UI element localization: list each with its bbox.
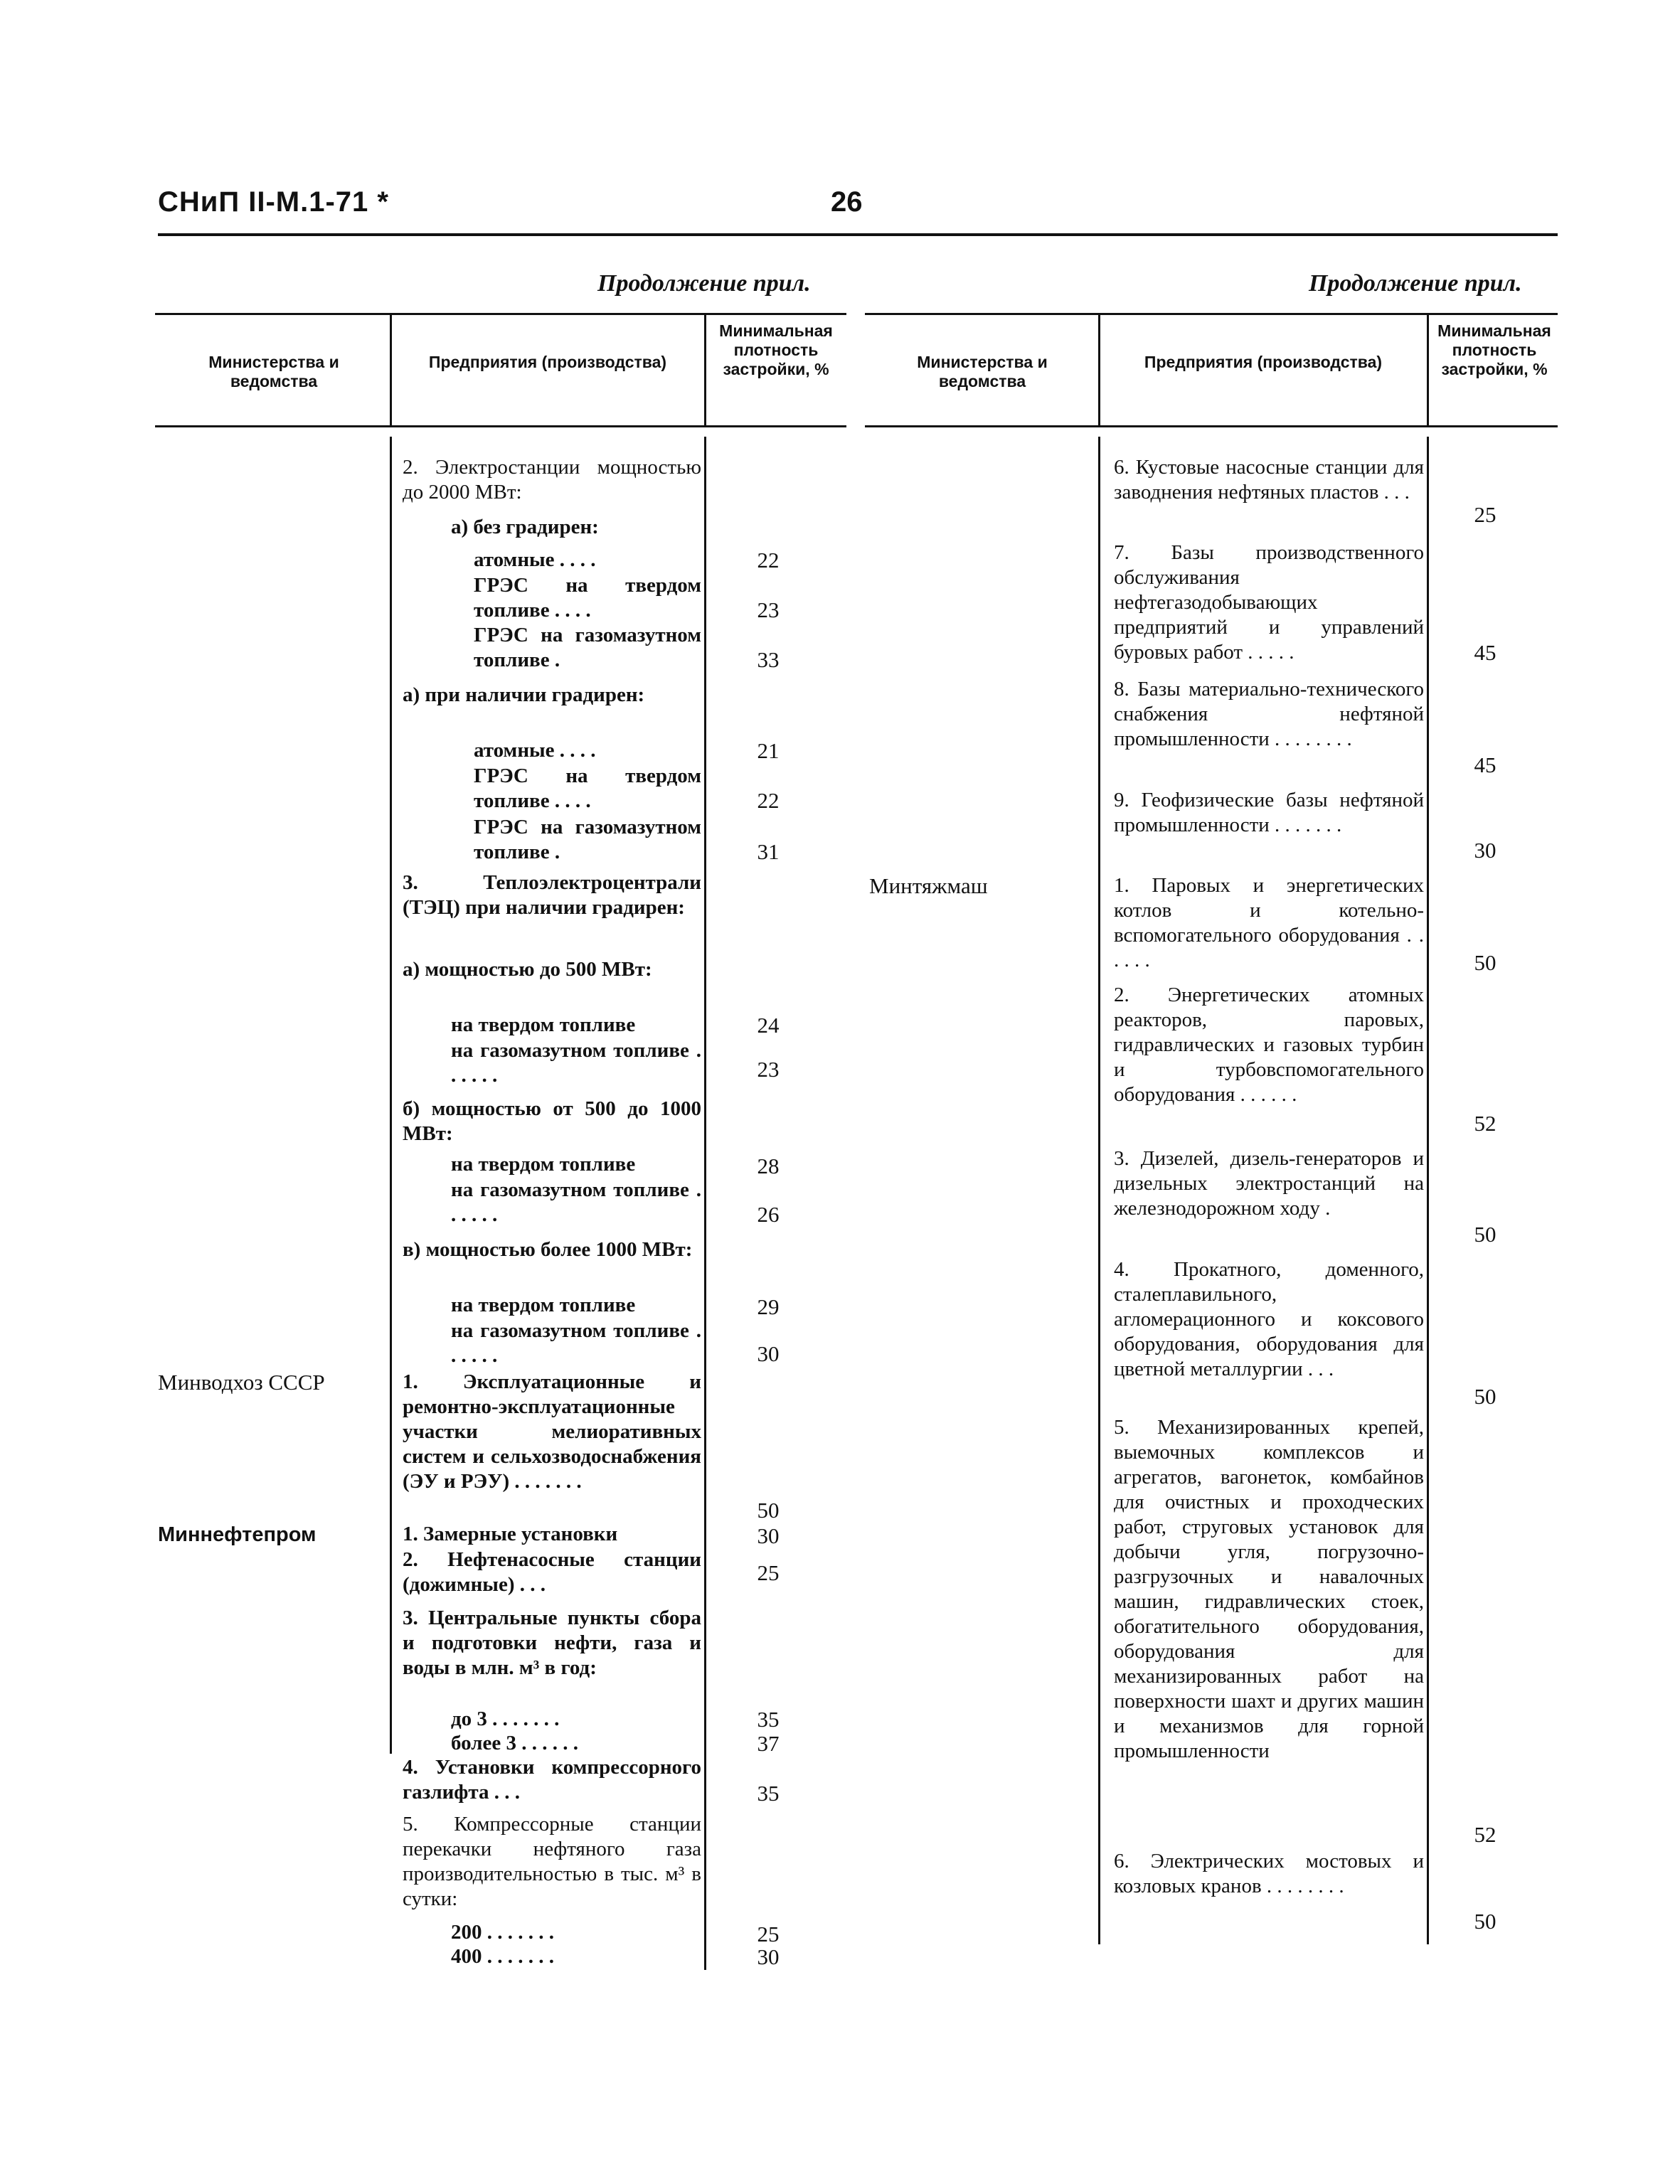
left-header-divider-1	[390, 314, 392, 425]
value-cell: 23	[757, 597, 780, 622]
value-cell: 29	[757, 1294, 780, 1319]
entry-power-plants: 2. Электростанции мощностью до 2000 МВт:	[403, 456, 701, 504]
continuation-label-left: Продолжение прил.	[597, 270, 811, 297]
entry-gas-fuel-b: на газомазутном топливе . . . . . .	[451, 1178, 701, 1226]
value-cell: 30	[757, 1944, 780, 1969]
left-table-top-rule	[155, 313, 846, 315]
value-cell: 37	[757, 1731, 780, 1756]
value-cell: 52	[1474, 1111, 1496, 1136]
value-cell: 33	[757, 647, 780, 672]
header-ministry-left: Министерства и ведомства	[208, 353, 339, 390]
entry-solid-fuel-a: на твердом топливе	[451, 1013, 636, 1036]
entry-400: 400 . . . . . . .	[451, 1945, 554, 1968]
document-code: СНиП II-М.1-71 *	[158, 186, 389, 218]
entry-nuclear-2: атомные . . . .	[474, 739, 596, 762]
entry-metering-units: 1. Замерные установки	[403, 1523, 618, 1545]
entry-gas-fuel-a: на газомазутном топливе . . . . . .	[451, 1039, 701, 1087]
entry-solid-fuel-c: на твердом топливе	[451, 1294, 636, 1316]
entry-gres-solid-1: ГРЭС на твердом топливе . . . .	[474, 574, 701, 622]
value-cell: 30	[1474, 838, 1496, 863]
entry-nuclear-1: атомные . . . .	[474, 548, 596, 571]
entry-reactors-turbines: 2. Энергетических атомных реакторов, паровых, гидравлических и газовых турбин и турбовспомогательного оборудования . . . . . .	[1114, 984, 1424, 1106]
entry-gaslift: 4. Установки компрессорного газлифта . . .	[403, 1756, 701, 1804]
entry-solid-fuel-b: на твердом топливе	[451, 1153, 636, 1176]
right-table-header-rule	[865, 425, 1558, 427]
value-cell: 25	[1474, 502, 1496, 527]
value-cell: 31	[757, 839, 780, 864]
value-cell: 25	[757, 1560, 780, 1585]
value-cell: 28	[757, 1154, 780, 1178]
entry-diesels: 3. Дизелей, дизель-генераторов и дизельных электростанций на железнодорожном ходу .	[1114, 1147, 1424, 1220]
value-cell: 30	[757, 1341, 780, 1366]
entry-production-bases: 7. Базы производственного обслуживания нефтегазодобывающих предприятий и управлений буровых работ . . . . .	[1114, 541, 1424, 664]
entry-geophysical-bases: 9. Геофизические базы нефтяной промышленности . . . . . . .	[1114, 789, 1424, 836]
header-density-left: Минимальная плотность застройки, %	[719, 321, 833, 378]
value-cell: 22	[757, 548, 780, 572]
header-ministry-right: Министерства и ведомства	[917, 353, 1048, 390]
entry-cranes: 6. Электрических мостовых и козловых кранов . . . . . . . .	[1114, 1850, 1424, 1897]
value-cell: 30	[757, 1523, 780, 1548]
value-cell: 45	[1474, 640, 1496, 665]
entry-eu-reu: 1. Эксплуатационные и ремонтно-эксплуатационные участки мелиоративных систем и сельхозводоснабжения (ЭУ и РЭУ) . . . . . . .	[403, 1370, 701, 1493]
value-cell: 50	[1474, 1909, 1496, 1934]
left-header-divider-2	[704, 314, 706, 425]
entry-200: 200 . . . . . . .	[451, 1921, 554, 1944]
entry-supply-bases: 8. Базы материально-технического снабжения нефтяной промышленности . . . . . . . .	[1114, 678, 1424, 750]
entry-gres-gas-2: ГРЭС на газомазутном топливе .	[474, 816, 701, 863]
value-cell: 50	[1474, 1222, 1496, 1247]
value-cell: 52	[1474, 1822, 1496, 1847]
header-enterprise-right: Предприятия (производства)	[1144, 353, 1383, 371]
entry-mining-equipment: 5. Механизированных крепей, выемочных комплексов и агрегатов, вагонеток, комбайнов для очистных и проходческих работ, струговых установок для добычи угля, погрузочно-разгрузочных и навалочных машин, гидравлических стоек, обогатительного оборудования, оборудования для механизированных работ на поверхности шахт и других машин и механизмов для горной промышленности	[1114, 1416, 1424, 1762]
entry-rolling-equipment: 4. Прокатного, доменного, сталеплавильного, агломерационного и коксового оборудования, оборудования для цветной металлургии . . .	[1114, 1258, 1424, 1380]
entry-500-1000: б) мощностью от 500 до 1000 МВт:	[403, 1097, 701, 1145]
ministry-minvodkhoz: Минводхоз СССР	[158, 1370, 325, 1395]
value-cell: 26	[757, 1202, 780, 1227]
left-column-divider-2	[704, 437, 706, 1970]
entry-no-cooling-towers: а) без градирен:	[451, 516, 599, 538]
entry-over-1000: в) мощностью более 1000 МВт:	[403, 1238, 693, 1261]
right-column-divider-2	[1427, 437, 1429, 1944]
entry-cluster-pumping: 6. Кустовые насосные станции для заводнения нефтяных пластов . . .	[1114, 456, 1424, 504]
right-column-divider-1	[1098, 437, 1100, 1944]
right-header-divider-2	[1427, 314, 1429, 425]
entry-gas-fuel-c: на газомазутном топливе . . . . . .	[451, 1319, 701, 1367]
entry-up-to-500: а) мощностью до 500 МВт:	[403, 958, 652, 981]
value-cell: 45	[1474, 752, 1496, 777]
entry-with-cooling-towers: а) при наличии градирен:	[403, 683, 645, 706]
entry-tets: 3. Теплоэлектроцентрали (ТЭЦ) при наличии градирен:	[403, 871, 701, 919]
value-cell: 25	[757, 1922, 780, 1946]
entry-central-points: 3. Центральные пункты сбора и подготовки нефти, газа и воды в млн. м³ в год:	[403, 1607, 701, 1679]
entry-oil-pumping: 2. Нефтенасосные станции (дожимные) . . .	[403, 1548, 701, 1596]
right-header-divider-1	[1098, 314, 1100, 425]
header-enterprise-left: Предприятия (производства)	[428, 353, 667, 371]
entry-compressor-stations: 5. Компрессорные станции перекачки нефтяного газа производительностью в тыс. м³ в сутки:	[403, 1813, 701, 1910]
ministry-minnefteprom: Миннефтепром	[158, 1523, 317, 1546]
value-cell: 24	[757, 1013, 780, 1038]
value-cell: 50	[1474, 950, 1496, 975]
entry-boilers: 1. Паровых и энергетических котлов и котельно-вспомогательного оборудования . . . . . .	[1114, 874, 1424, 971]
entry-gres-solid-2: ГРЭС на твердом топливе . . . .	[474, 765, 701, 812]
header-density-right: Минимальная плотность застройки, %	[1437, 321, 1551, 378]
value-cell: 21	[757, 738, 780, 763]
entry-up-to-3: до 3 . . . . . . .	[451, 1708, 560, 1730]
right-table-top-rule	[865, 313, 1558, 315]
value-cell: 35	[757, 1781, 780, 1806]
value-cell: 50	[757, 1498, 780, 1523]
continuation-label-right: Продолжение прил.	[1309, 270, 1522, 297]
value-cell: 50	[1474, 1384, 1496, 1409]
value-cell: 22	[757, 788, 780, 813]
page-number: 26	[831, 186, 863, 218]
entry-over-3: более 3 . . . . . .	[451, 1732, 578, 1754]
value-cell: 35	[757, 1707, 780, 1732]
left-table-header-rule	[155, 425, 846, 427]
value-cell: 23	[757, 1057, 780, 1082]
header-rule	[158, 233, 1558, 236]
entry-gres-gas-1: ГРЭС на газомазутном топливе .	[474, 624, 701, 671]
left-column-divider-1	[390, 437, 392, 1754]
ministry-mintyazhmash: Минтяжмаш	[869, 873, 988, 898]
